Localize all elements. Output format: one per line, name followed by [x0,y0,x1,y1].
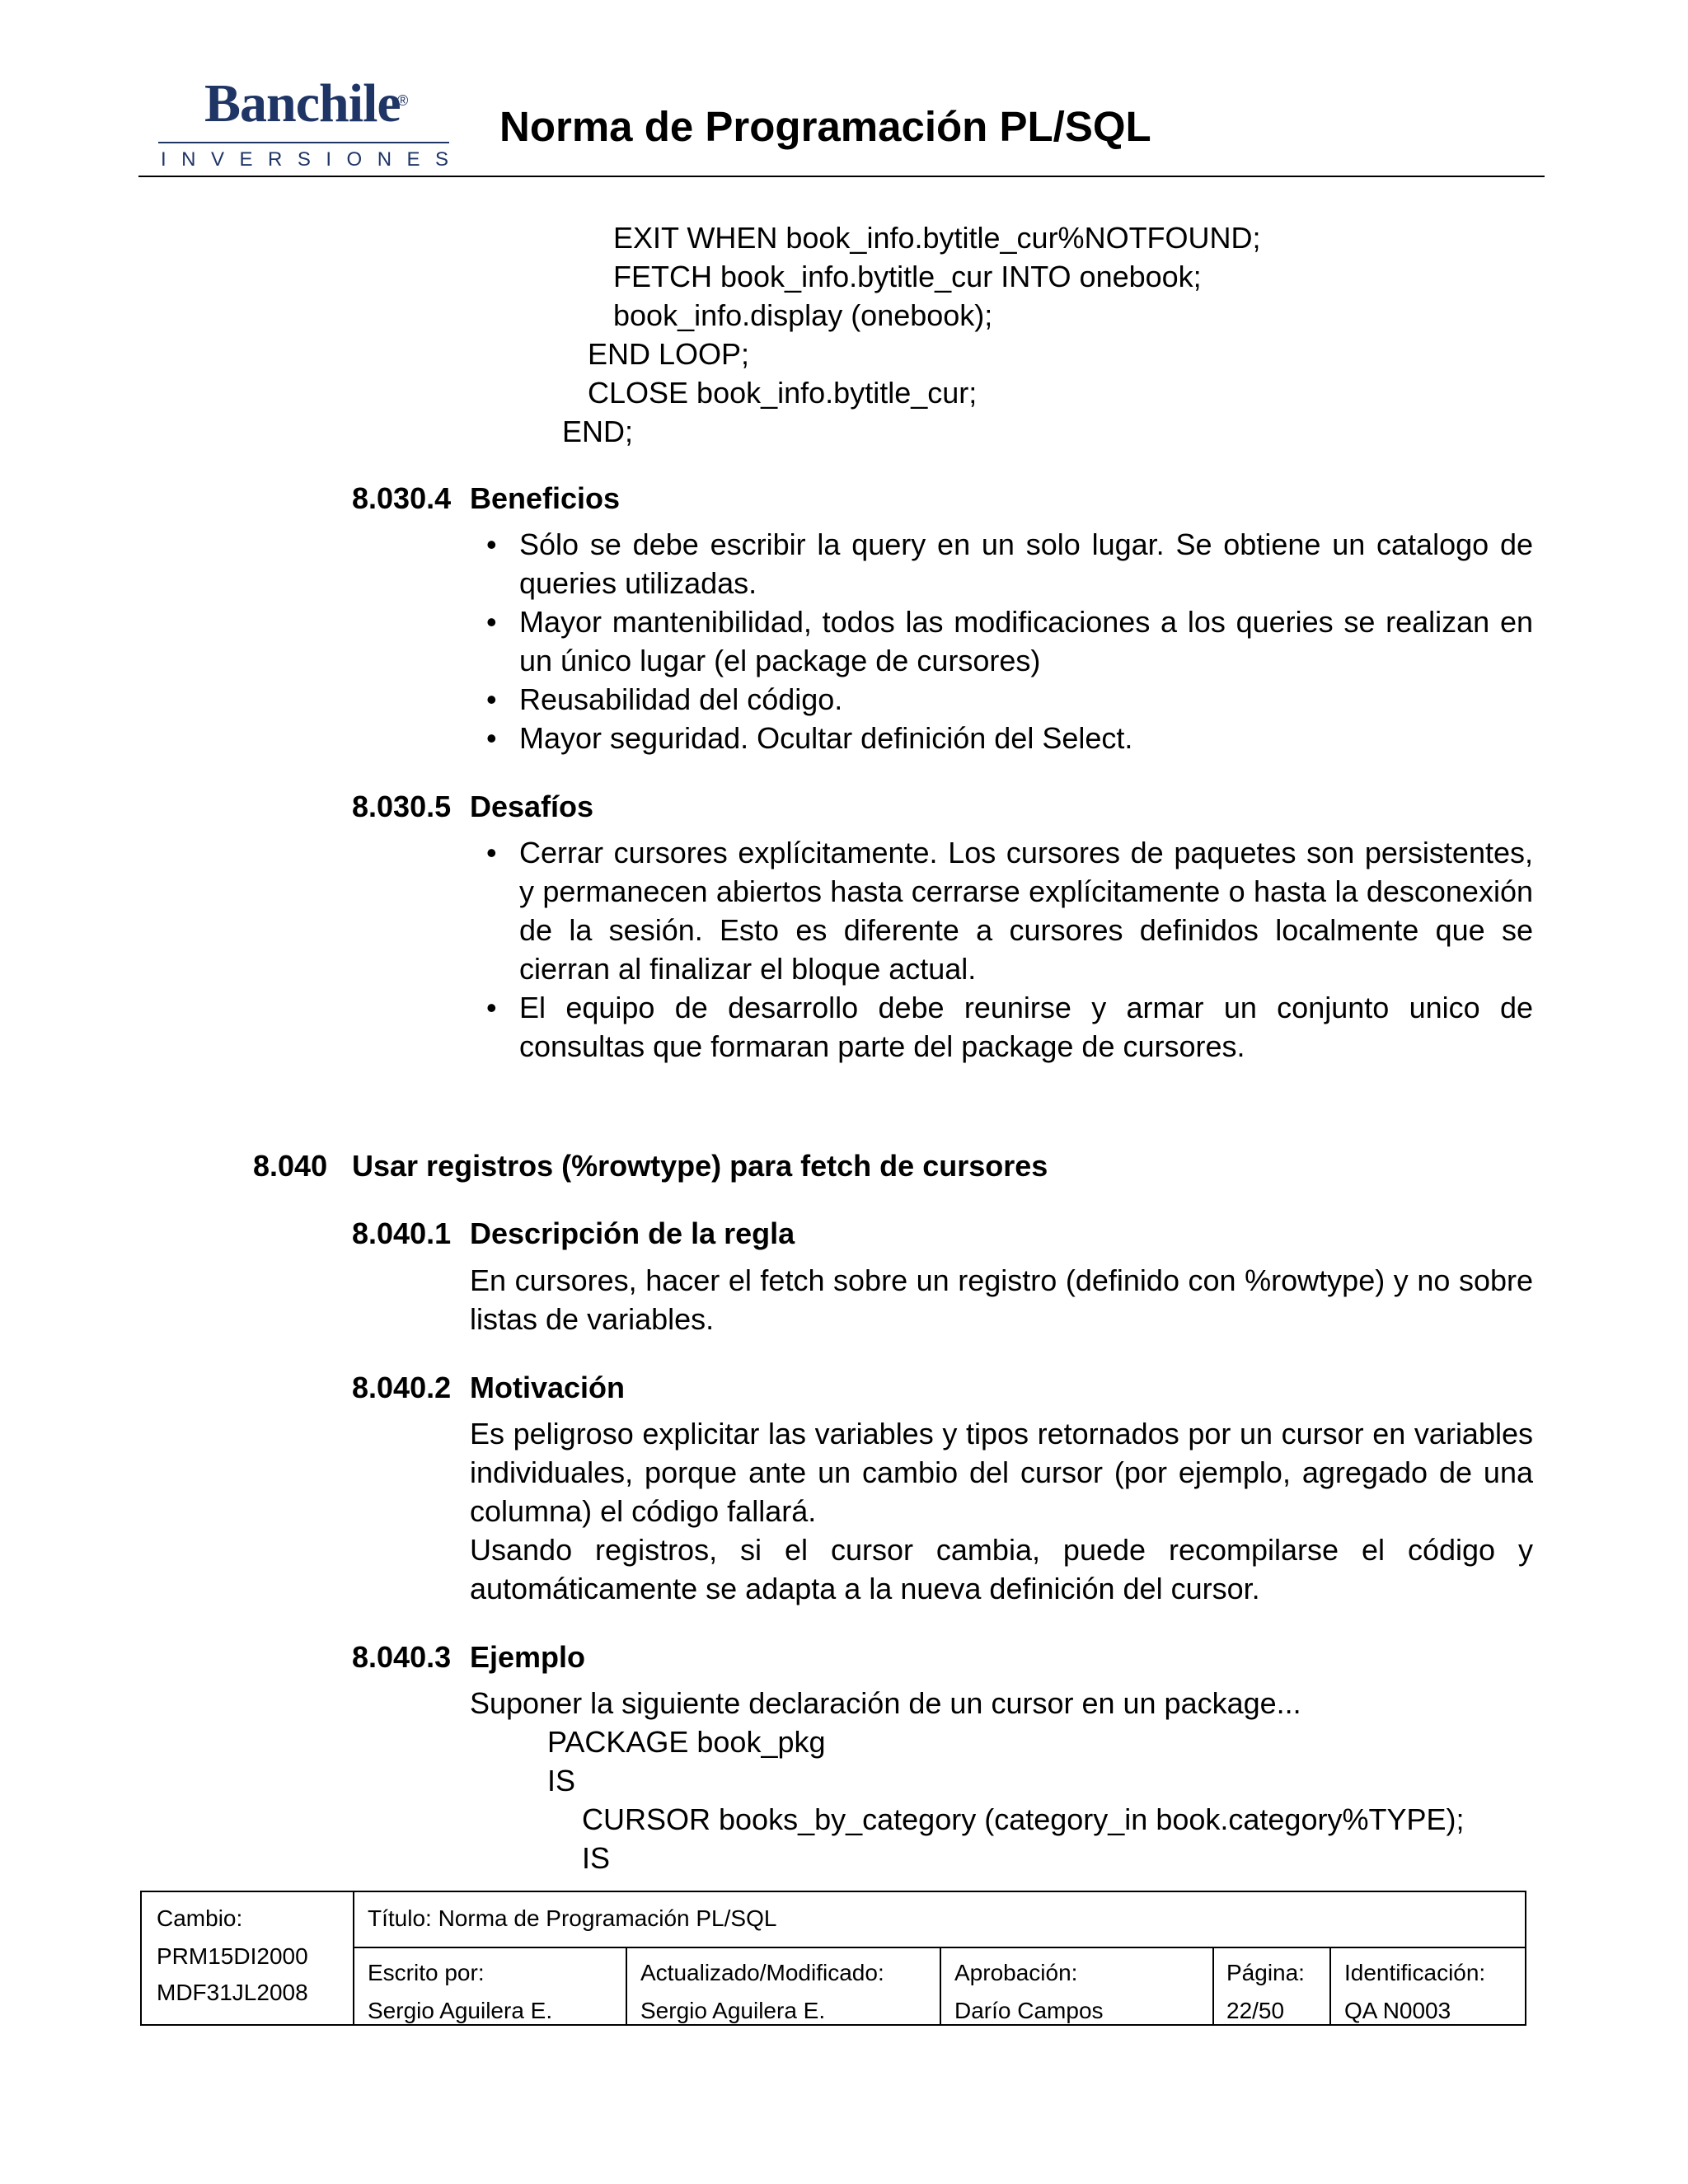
table-divider [626,1947,627,2024]
section-number: 8.030.4 [352,481,452,515]
table-divider [353,1892,354,2024]
logo-divider [158,142,449,143]
paragraph: Suponer la siguiente declaración de un cursor en un package... [470,1686,1301,1720]
section-heading: Descripción de la regla [470,1216,795,1250]
bullet-item: • Sólo se debe escribir la query en un solo lugar. Se obtiene un catalogo de queries utilizadas. [470,525,1533,602]
section-number: 8.040.1 [352,1216,452,1250]
table-divider [353,1947,1525,1948]
section-heading: Motivación [470,1371,626,1404]
section-heading: Beneficios [470,481,621,515]
code-line: book_info.display (onebook); [613,298,993,332]
escrito-value: Sergio Aguilera E. [368,1998,553,2023]
section-number: 8.040.3 [352,1640,452,1674]
cambio-value: PRM15DI2000 [157,1943,308,1969]
section-heading: Ejemplo [470,1640,586,1674]
section-number: 8.030.5 [352,790,452,823]
identificacion-label: Identificación: [1344,1960,1486,1985]
paragraph: En cursores, hacer el fetch sobre un registro (definido con %rowtype) y no sobre listas de variables. [470,1263,1533,1336]
table-divider [1329,1947,1331,2024]
section-number: 8.040.2 [352,1371,452,1404]
code-line: IS [547,1764,576,1797]
logo-banchile: Banchile [204,73,401,134]
identificacion-value: QA N0003 [1344,1998,1451,2023]
logo-registered-mark: ® [397,92,409,109]
bullet-dot-icon: • [486,721,497,755]
titulo-cell: Título: Norma de Programación PL/SQL [368,1905,777,1931]
bullet-dot-icon: • [486,682,497,716]
bullet-dot-icon: • [486,836,497,869]
aprobacion-label: Aprobación: [954,1960,1078,1985]
code-line: PACKAGE book_pkg [547,1725,826,1759]
bullet-item: • Mayor mantenibilidad, todos las modificaciones a los queries se realizan en un único lugar (el package de cursores) [470,602,1533,680]
pagina-value: 22/50 [1226,1998,1285,2023]
section-heading: Desafíos [470,790,594,823]
table-divider [940,1947,941,2024]
logo-subtitle: INVERSIONES [161,148,464,171]
document-title: Norma de Programación PL/SQL [499,103,1151,150]
code-line: FETCH book_info.bytitle_cur INTO onebook; [613,260,1202,293]
bullet-dot-icon: • [486,991,497,1024]
section-number: 8.040 [253,1149,328,1183]
code-line: IS [582,1841,611,1875]
bullet-item: • Mayor seguridad. Ocultar definición del Select. [470,719,1533,757]
header-rule [138,176,1545,177]
pagina-label: Página: [1226,1960,1305,1985]
bullet-item: • Cerrar cursores explícitamente. Los cursores de paquetes son persistentes, y permanecen abiertos hasta cerrarse explícitamente o hasta la desconexión de la sesión. Esto es diferente a cursores definidos localmente que se cierran al finalizar el bloque actual. [470,833,1533,988]
code-line: CLOSE book_info.bytitle_cur; [588,376,978,410]
escrito-label: Escrito por: [368,1960,485,1985]
bullet-item: • El equipo de desarrollo debe reunirse y armar un conjunto unico de consultas que formaran parte del package de cursores. [470,988,1533,1066]
paragraph: Usando registros, si el cursor cambia, puede recompilarse el código y automáticamente se adapta a la nueva definición del cursor. [470,1533,1533,1605]
cambio-value: MDF31JL2008 [157,1980,308,2005]
actualizado-label: Actualizado/Modificado: [640,1960,884,1985]
paragraph: Es peligroso explicitar las variables y tipos retornados por un cursor en variables individuales, porque ante un cambio del cursor (por ejemplo, agregado de una columna) el código fallará. [470,1417,1533,1528]
aprobacion-value: Darío Campos [954,1998,1104,2023]
cambio-label: Cambio: [157,1905,243,1931]
code-line: CURSOR books_by_category (category_in book.category%TYPE); [582,1802,1465,1836]
footer-table [140,1891,1526,2026]
code-line: END; [562,415,634,448]
actualizado-value: Sergio Aguilera E. [640,1998,826,2023]
section-heading: Usar registros (%rowtype) para fetch de cursores [352,1149,1048,1183]
code-line: EXIT WHEN book_info.bytitle_cur%NOTFOUND; [613,221,1261,255]
bullet-item: • Reusabilidad del código. [470,680,1533,719]
code-line: END LOOP; [588,337,750,371]
bullet-dot-icon: • [486,527,497,561]
table-divider [1212,1947,1214,2024]
bullet-dot-icon: • [486,605,497,639]
